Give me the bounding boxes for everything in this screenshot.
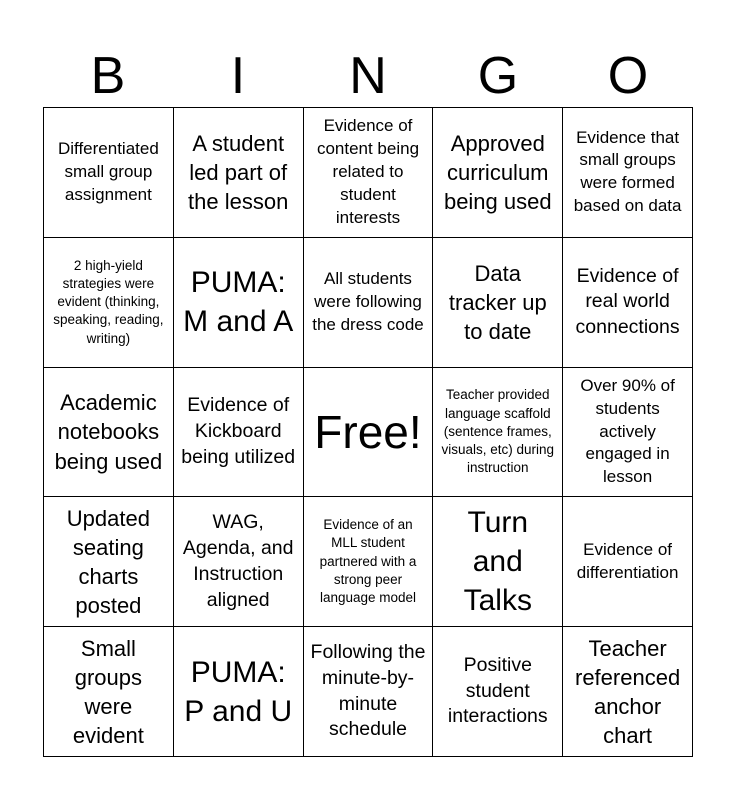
bingo-cell[interactable] <box>563 368 693 498</box>
bingo-cell-text: Academic notebooks being used <box>54 390 163 474</box>
bingo-cell[interactable] <box>44 238 174 368</box>
bingo-cell-text: PUMA: M and A <box>183 266 294 339</box>
header-letter: I <box>230 47 246 105</box>
bingo-cell[interactable] <box>563 108 693 238</box>
bingo-cell-text: Teacher referenced anchor chart <box>575 635 681 748</box>
bingo-cell-text: WAG, Agenda, and Instruction aligned <box>182 511 294 611</box>
header-letter: G <box>477 47 519 105</box>
bingo-cell[interactable] <box>304 368 434 498</box>
bingo-cell[interactable] <box>433 627 563 757</box>
bingo-cell-text: Following the minute-by-minute schedule <box>310 641 426 741</box>
bingo-cell[interactable] <box>174 108 304 238</box>
bingo-cell[interactable] <box>304 108 434 238</box>
bingo-cell-text: Evidence that small groups were formed based on data <box>573 127 682 216</box>
bingo-cell-text: Evidence of differentiation <box>576 539 679 582</box>
bingo-cell-text: A student led part of the lesson <box>188 130 289 214</box>
bingo-cell[interactable] <box>174 497 304 627</box>
bingo-cell-text: Data tracker up to date <box>448 260 547 344</box>
bingo-cell-text: Free! <box>314 405 422 458</box>
bingo-cell[interactable] <box>304 497 434 627</box>
header-letter: B <box>90 47 126 105</box>
bingo-cell-text: Approved curriculum being used <box>443 130 552 214</box>
bingo-cell[interactable] <box>304 627 434 757</box>
bingo-cell-text: All students were following the dress code <box>312 268 424 334</box>
bingo-cell[interactable] <box>563 497 693 627</box>
bingo-cell-text: Small groups were evident <box>72 635 144 748</box>
bingo-cell-text: Updated seating charts posted <box>66 505 150 618</box>
bingo-card <box>43 107 693 757</box>
bingo-cell-text: Evidence of real world connections <box>575 264 680 339</box>
bingo-cell-text: Evidence of Kickboard being utilized <box>181 394 296 468</box>
header-letter: N <box>349 47 387 105</box>
bingo-cell[interactable] <box>174 368 304 498</box>
bingo-cell-text: Over 90% of students actively engaged in lesson <box>580 375 675 487</box>
bingo-cell[interactable] <box>563 238 693 368</box>
header-letter: O <box>607 47 649 105</box>
bingo-cell-text: Turn and Talks <box>463 506 532 618</box>
bingo-cell-text: Teacher provided language scaffold (sentence frames, visuals, etc) during instruction <box>441 387 555 476</box>
bingo-header <box>43 44 693 108</box>
bingo-cell[interactable] <box>563 627 693 757</box>
bingo-cell-text: Evidence of an MLL student partnered with a strong peer language model <box>319 517 417 606</box>
bingo-cell[interactable] <box>44 368 174 498</box>
bingo-cell[interactable] <box>433 368 563 498</box>
bingo-cell[interactable] <box>433 108 563 238</box>
bingo-cell[interactable] <box>174 238 304 368</box>
bingo-cell-text: Positive student interactions <box>447 653 548 728</box>
bingo-cell-text: Evidence of content being related to student interests <box>316 116 420 227</box>
bingo-cell[interactable] <box>44 108 174 238</box>
bingo-cell[interactable] <box>304 238 434 368</box>
bingo-cell[interactable] <box>433 238 563 368</box>
bingo-cell[interactable] <box>44 497 174 627</box>
bingo-cell[interactable] <box>174 627 304 757</box>
bingo-cell[interactable] <box>433 497 563 627</box>
bingo-cell-text: PUMA: P and U <box>184 655 293 728</box>
bingo-cell-text: 2 high-yield strategies were evident (thinking, speaking, reading, writing) <box>53 257 164 346</box>
bingo-cell-text: Differentiated small group assignment <box>57 138 159 204</box>
bingo-cell[interactable] <box>44 627 174 757</box>
